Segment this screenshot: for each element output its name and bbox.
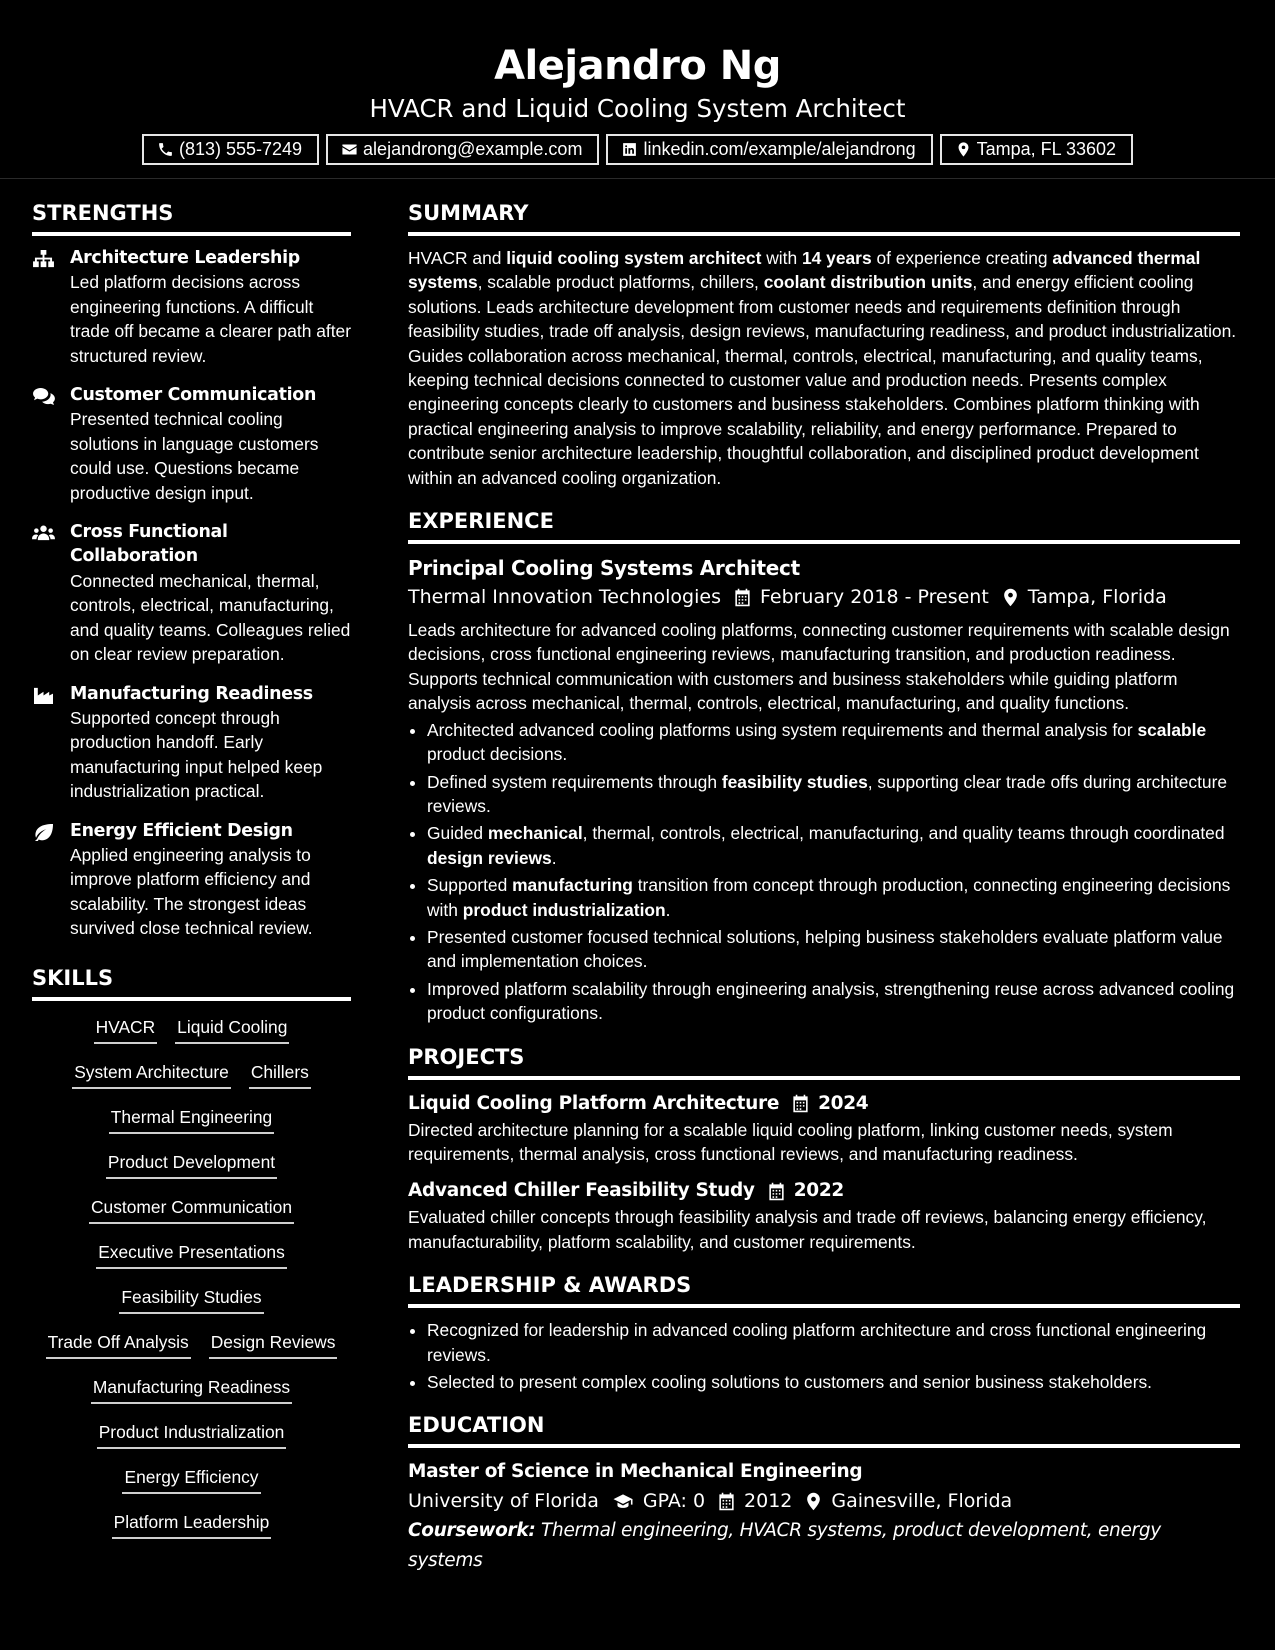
right-column bbox=[408, 196, 1240, 1576]
skill-tag: Thermal Engineering bbox=[109, 1105, 274, 1134]
linkedin-text: linkedin.com/example/alejandrong bbox=[643, 139, 916, 160]
skill-tag: Executive Presentations bbox=[96, 1240, 287, 1269]
skills-list bbox=[32, 1015, 351, 1555]
job-description: Leads architecture for advanced cooling platforms, connecting customer requirements with scalable design decisions, cross functional engineering reviews, manufacturing transition, and production readiness. Supports technical communication with customers and business stakeholders while guiding platform analysis across mechanical, thermal, controls, electrical, manufacturing, and quality functions. bbox=[408, 620, 1230, 714]
project-desc: Directed architecture planning for a scalable liquid cooling platform, linking customer needs, system requirements, thermal analysis, cross functional reviews, and manufacturing readiness. bbox=[408, 1119, 1173, 1164]
job-location: Tampa, Florida bbox=[1027, 586, 1167, 609]
strength-title: Customer Communication bbox=[70, 385, 317, 406]
project-year: 2024 bbox=[818, 1092, 869, 1114]
skill-tag: Manufacturing Readiness bbox=[91, 1375, 292, 1404]
candidate-name: Alejandro Ng bbox=[494, 43, 781, 89]
users-icon bbox=[32, 524, 55, 543]
envelope-icon bbox=[341, 141, 358, 158]
strength-desc: Connected mechanical, thermal, controls, electrical, manufacturing, and quality teams. Colleagues relied on clear review preparation. bbox=[70, 570, 351, 665]
industry-icon bbox=[32, 686, 55, 705]
project-item bbox=[408, 1177, 1240, 1254]
contact-email[interactable] bbox=[326, 134, 599, 165]
contact-bar bbox=[0, 134, 1275, 165]
map-marker-icon bbox=[804, 1492, 823, 1511]
skill-tag: Product Development bbox=[106, 1150, 277, 1179]
job-title: Principal Cooling Systems Architect bbox=[408, 556, 800, 581]
strength-item bbox=[32, 682, 351, 804]
calendar-icon bbox=[791, 1094, 810, 1113]
skill-tag: System Architecture bbox=[72, 1060, 231, 1089]
linkedin-icon bbox=[621, 141, 638, 158]
job-bullets bbox=[408, 718, 1240, 1026]
projects-heading: PROJECTS bbox=[408, 1040, 1240, 1080]
experience-heading: EXPERIENCE bbox=[408, 504, 1240, 544]
list-item: • Supported manufacturing transition from concept through production, connecting engineering decisions with product industrialization. bbox=[427, 873, 1240, 922]
location-text: Tampa, FL 33602 bbox=[976, 139, 1117, 160]
candidate-headline: HVACR and Liquid Cooling System Architect bbox=[369, 94, 906, 123]
list-item: • Recognized for leadership in advanced cooling platform architecture and cross functional engineering reviews. bbox=[427, 1318, 1240, 1367]
leadership-bullets bbox=[408, 1318, 1240, 1394]
map-marker-icon bbox=[1001, 588, 1020, 607]
comments-icon bbox=[32, 387, 55, 406]
left-column bbox=[32, 196, 351, 1555]
education-meta bbox=[408, 1486, 1240, 1516]
leadership-heading: LEADERSHIP & AWARDS bbox=[408, 1268, 1240, 1308]
contact-phone[interactable] bbox=[142, 134, 319, 165]
strength-desc: Led platform decisions across engineering functions. A difficult trade off became a clearer path after structured review. bbox=[70, 272, 351, 366]
school-name: University of Florida bbox=[408, 1490, 599, 1513]
skill-tag: Design Reviews bbox=[209, 1330, 338, 1359]
resume-header bbox=[0, 0, 1275, 179]
job-company: Thermal Innovation Technologies bbox=[408, 586, 721, 609]
strength-item bbox=[32, 819, 351, 941]
list-item: • Presented customer focused technical solutions, helping business stakeholders evaluate platform value and implementation choices. bbox=[427, 925, 1240, 974]
summary-text: HVACR and liquid cooling system architect with 14 years of experience creating advanced thermal systems, scalable product platforms, chillers, coolant distribution units, and energy efficient cooling solutions. Leads architecture development from customer needs and requirements definition through feasibility studies, trade off analysis, design reviews, manufacturing readiness, and product industrialization. Guides collaboration across mechanical, thermal, controls, electrical, manufacturing, and quality teams, keeping technical decisions connected to customer value and production needs. Presents complex engineering concepts clearly to customers and business stakeholders. Combines platform thinking with practical engineering analysis to improve scalability, reliability, and energy performance. Prepared to contribute senior architecture leadership, thoughtful collaboration, and disciplined product development within an advanced cooling organization. bbox=[408, 248, 1237, 488]
strength-desc: Supported concept through production handoff. Early manufacturing input helped keep industrialization practical. bbox=[70, 707, 323, 802]
school-location: Gainesville, Florida bbox=[831, 1490, 1013, 1513]
calendar-icon bbox=[717, 1492, 736, 1511]
coursework-text: Thermal engineering, HVACR systems, product development, energy systems bbox=[408, 1520, 1161, 1572]
strength-title: Manufacturing Readiness bbox=[70, 683, 313, 704]
contact-location[interactable] bbox=[940, 134, 1133, 165]
skill-tag: Trade Off Analysis bbox=[46, 1330, 191, 1359]
skill-tag: Product Industrialization bbox=[97, 1420, 287, 1449]
strength-desc: Applied engineering analysis to improve platform efficiency and scalability. The strongest ideas survived close technical review. bbox=[70, 844, 313, 939]
project-year: 2022 bbox=[793, 1180, 844, 1202]
degree-title: Master of Science in Mechanical Engineering bbox=[408, 1461, 863, 1483]
list-item: • Defined system requirements through feasibility studies, supporting clear trade offs during architecture reviews. bbox=[427, 770, 1240, 819]
coursework bbox=[408, 1516, 1240, 1576]
skill-tag: Customer Communication bbox=[89, 1195, 294, 1224]
skill-tag: Feasibility Studies bbox=[119, 1285, 263, 1314]
sitemap-icon bbox=[32, 250, 55, 269]
skill-tag: Chillers bbox=[249, 1060, 311, 1089]
strength-item bbox=[32, 246, 351, 368]
phone-icon bbox=[157, 141, 174, 158]
skill-tag: Energy Efficiency bbox=[122, 1465, 260, 1494]
list-item: • Architected advanced cooling platforms using system requirements and thermal analysis for scalable product decisions. bbox=[427, 718, 1240, 767]
project-name: Advanced Chiller Feasibility Study bbox=[408, 1180, 755, 1202]
strength-item bbox=[32, 520, 351, 666]
contact-linkedin[interactable] bbox=[606, 134, 932, 165]
phone-text: (813) 555-7249 bbox=[178, 139, 303, 160]
gpa-text: GPA: 0 bbox=[642, 1490, 706, 1513]
skills-heading: SKILLS bbox=[32, 961, 351, 1001]
strength-title: Cross Functional Collaboration bbox=[70, 522, 228, 567]
graduation-cap-icon bbox=[611, 1492, 635, 1511]
coursework-label: Coursework: bbox=[408, 1520, 536, 1542]
strength-title: Energy Efficient Design bbox=[70, 820, 293, 841]
strengths-heading: STRENGTHS bbox=[32, 196, 351, 236]
list-item: • Improved platform scalability through engineering analysis, strengthening reuse across advanced cooling product configurations. bbox=[427, 977, 1240, 1026]
graduation-year: 2012 bbox=[744, 1490, 793, 1513]
map-marker-icon bbox=[955, 141, 972, 158]
skill-tag: HVACR bbox=[94, 1015, 158, 1044]
summary-heading: SUMMARY bbox=[408, 196, 1240, 236]
strength-title: Architecture Leadership bbox=[70, 248, 300, 268]
calendar-icon bbox=[733, 588, 752, 607]
project-desc: Evaluated chiller concepts through feasibility analysis and trade off reviews, balancing energy efficiency, manufacturability, platform scalability, and customer requirements. bbox=[408, 1207, 1207, 1252]
list-item: • Selected to present complex cooling solutions to customers and senior business stakeholders. bbox=[427, 1370, 1240, 1394]
project-name: Liquid Cooling Platform Architecture bbox=[408, 1092, 780, 1114]
email-text: alejandrong@example.com bbox=[363, 139, 583, 160]
leaf-icon bbox=[32, 823, 55, 842]
skill-tag: Liquid Cooling bbox=[175, 1015, 289, 1044]
job-dates: February 2018 - Present bbox=[759, 586, 989, 609]
strength-desc: Presented technical cooling solutions in language customers could use. Questions became productive design input. bbox=[70, 409, 319, 503]
education-heading: EDUCATION bbox=[408, 1408, 1240, 1448]
project-item bbox=[408, 1090, 1240, 1167]
list-item: • Guided mechanical, thermal, controls, electrical, manufacturing, and quality teams through coordinated design reviews. bbox=[427, 821, 1240, 870]
skill-tag: Platform Leadership bbox=[112, 1510, 272, 1539]
calendar-icon bbox=[767, 1182, 786, 1201]
strength-item bbox=[32, 383, 351, 505]
job-meta bbox=[408, 582, 1240, 612]
